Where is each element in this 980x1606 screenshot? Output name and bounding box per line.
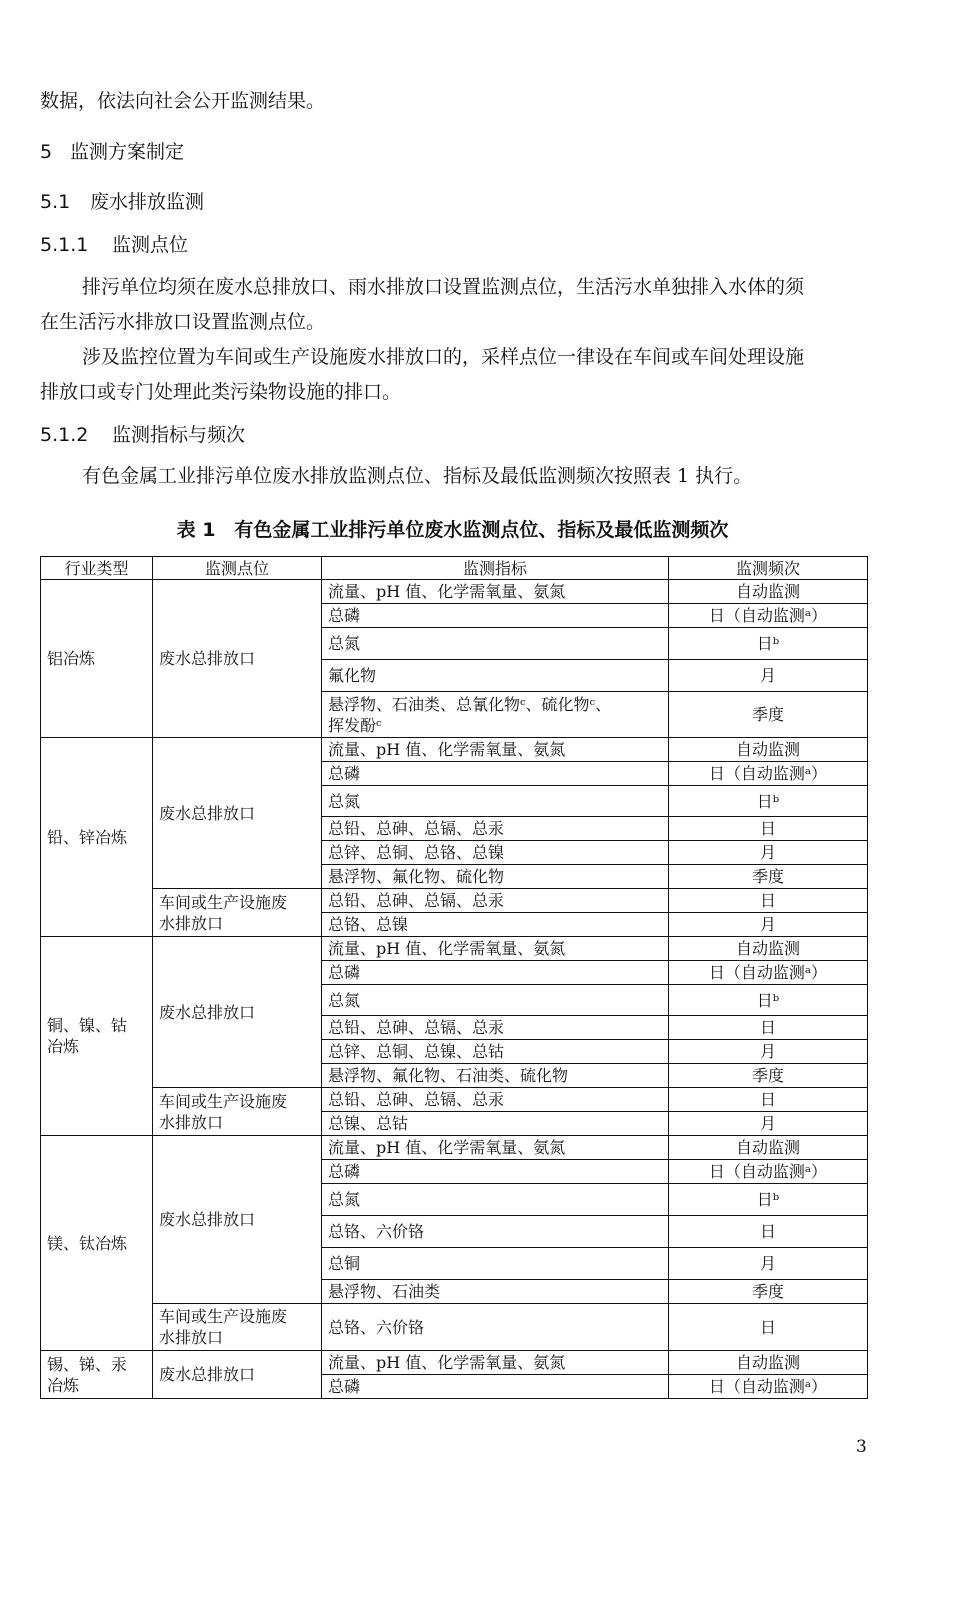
location-cell: 废水总排放口 (153, 1136, 322, 1304)
table-row (41, 1136, 868, 1160)
industry-cell (41, 1351, 153, 1399)
top-text: 数据，依法向社会公开监测结果。 (40, 90, 326, 112)
frequency-cell: 季度 (669, 865, 868, 889)
table-row (41, 738, 868, 762)
metric-cell: 总氮 (322, 985, 669, 1016)
metric-cell: 流量、pH 值、化学需氧量、氨氮 (322, 1136, 669, 1160)
frequency-cell: 日ᵇ (669, 786, 868, 817)
frequency-cell: 月 (669, 1112, 868, 1136)
industry-cell (41, 937, 153, 1136)
frequency-cell: 日 (669, 1016, 868, 1040)
industry-line: 铜、镍、钴 (47, 1016, 128, 1035)
frequency-cell: 自动监测 (669, 580, 868, 604)
location-line: 水排放口 (159, 913, 224, 933)
frequency-cell: 日（自动监测ᵃ） (669, 762, 868, 786)
section-title: 监测点位 (112, 234, 189, 256)
frequency-cell: 日（自动监测ᵃ） (669, 604, 868, 628)
frequency-cell: 月 (669, 660, 868, 692)
frequency-cell: 月 (669, 913, 868, 937)
section-number: 5 (40, 141, 53, 163)
industry-line: 锡、锑、汞 (47, 1354, 128, 1374)
frequency-cell: 日ᵇ (669, 1184, 868, 1216)
paragraph-2-line-1: 涉及监控位置为车间或生产设施废水排放口的，采样点位一律设在车间或车间处理设施 (82, 346, 805, 368)
header-industry: 行业类型 (41, 557, 153, 580)
section-title: 监测指标与频次 (112, 424, 246, 446)
metric-cell: 总铬、总镍 (322, 913, 669, 937)
section-title: 废水排放监测 (90, 191, 205, 213)
frequency-cell: 日 (669, 1088, 868, 1112)
paragraph-1-line-2: 在生活污水排放口设置监测点位。 (40, 311, 326, 333)
table-caption: 表 1 有色金属工业排污单位废水监测点位、指标及最低监测频次 (176, 519, 729, 541)
metric-cell: 总锌、总铜、总铬、总镍 (322, 841, 669, 865)
frequency-cell: 月 (669, 1040, 868, 1064)
frequency-cell: 自动监测 (669, 937, 868, 961)
metric-cell: 氟化物 (322, 660, 669, 692)
metric-cell: 总镍、总钴 (322, 1112, 669, 1136)
industry-cell: 铅、锌冶炼 (41, 738, 153, 937)
section-number: 5.1 (40, 191, 71, 213)
frequency-cell: 季度 (669, 1064, 868, 1088)
paragraph-2-line-2: 排放口或专门处理此类污染物设施的排口。 (40, 381, 402, 403)
metric-cell: 总磷 (322, 1375, 669, 1399)
frequency-cell: 日 (669, 817, 868, 841)
metric-cell: 流量、pH 值、化学需氧量、氨氮 (322, 580, 669, 604)
industry-line: 冶炼 (47, 1375, 80, 1395)
metric-cell: 悬浮物、氟化物、石油类、硫化物 (322, 1064, 669, 1088)
frequency-cell: 月 (669, 841, 868, 865)
monitoring-table (40, 556, 868, 1399)
header-location: 监测点位 (153, 557, 322, 580)
metric-line: 挥发酚ᶜ (328, 715, 382, 735)
section-number: 5.1.1 (40, 234, 89, 256)
frequency-cell: 自动监测 (669, 738, 868, 762)
industry-cell: 镁、钛冶炼 (41, 1136, 153, 1351)
section-title: 监测方案制定 (70, 141, 185, 163)
table-row (41, 580, 868, 604)
frequency-cell: 月 (669, 1248, 868, 1280)
metric-cell (322, 692, 669, 738)
location-line: 车间或生产设施废 (159, 892, 288, 912)
location-line: 水排放口 (159, 1112, 224, 1132)
metric-cell: 总铜 (322, 1248, 669, 1280)
paragraph-1-line-1: 排污单位均须在废水总排放口、雨水排放口设置监测点位，生活污水单独排入水体的须 (82, 276, 805, 298)
metric-cell: 总氮 (322, 628, 669, 660)
table-row (41, 937, 868, 961)
metric-cell: 总磷 (322, 604, 669, 628)
page-number: 3 (856, 1437, 867, 1457)
metric-cell: 流量、pH 值、化学需氧量、氨氮 (322, 937, 669, 961)
paragraph-3: 有色金属工业排污单位废水排放监测点位、指标及最低监测频次按照表 1 执行。 (82, 465, 753, 487)
table-row (41, 1351, 868, 1375)
section-number: 5.1.2 (40, 424, 89, 446)
metric-cell: 总铅、总砷、总镉、总汞 (322, 817, 669, 841)
industry-cell: 铝冶炼 (41, 580, 153, 738)
header-metric: 监测指标 (322, 557, 669, 580)
metric-cell: 悬浮物、氟化物、硫化物 (322, 865, 669, 889)
location-cell: 废水总排放口 (153, 937, 322, 1088)
metric-cell: 总铅、总砷、总镉、总汞 (322, 1016, 669, 1040)
metric-cell: 流量、pH 值、化学需氧量、氨氮 (322, 738, 669, 762)
table-row (41, 1088, 868, 1112)
section-5-1-2-heading (40, 422, 245, 448)
header-frequency: 监测频次 (669, 557, 868, 580)
metric-cell: 总磷 (322, 961, 669, 985)
metric-line: 悬浮物、石油类、总氰化物ᶜ、硫化物ᶜ、 (328, 694, 612, 714)
section-5-1-heading (40, 189, 204, 215)
frequency-cell: 季度 (669, 1280, 868, 1304)
metric-cell: 总氮 (322, 786, 669, 817)
frequency-cell: 日 (669, 889, 868, 913)
frequency-cell: 日 (669, 1304, 868, 1351)
frequency-cell: 日ᵇ (669, 628, 868, 660)
frequency-cell: 日（自动监测ᵃ） (669, 961, 868, 985)
table-row (41, 889, 868, 913)
frequency-cell: 自动监测 (669, 1351, 868, 1375)
metric-cell: 总磷 (322, 762, 669, 786)
frequency-cell: 日ᵇ (669, 985, 868, 1016)
metric-cell: 总氮 (322, 1184, 669, 1216)
metric-cell: 悬浮物、石油类 (322, 1280, 669, 1304)
location-cell: 废水总排放口 (153, 1351, 322, 1399)
location-cell: 废水总排放口 (153, 738, 322, 889)
frequency-cell: 自动监测 (669, 1136, 868, 1160)
table-row (41, 1304, 868, 1351)
metric-cell: 总铬、六价铬 (322, 1216, 669, 1248)
metric-cell: 总磷 (322, 1160, 669, 1184)
frequency-cell: 季度 (669, 692, 868, 738)
location-line: 车间或生产设施废 (159, 1091, 288, 1111)
frequency-cell: 日（自动监测ᵃ） (669, 1375, 868, 1399)
table-header-row (41, 557, 868, 580)
location-line: 水排放口 (159, 1328, 224, 1347)
location-cell (153, 1304, 322, 1351)
location-cell (153, 1088, 322, 1136)
section-5-heading (40, 139, 184, 165)
frequency-cell: 日（自动监测ᵃ） (669, 1160, 868, 1184)
industry-line: 冶炼 (47, 1037, 80, 1056)
metric-cell: 总铅、总砷、总镉、总汞 (322, 1088, 669, 1112)
section-5-1-1-heading (40, 232, 188, 258)
metric-cell: 总铬、六价铬 (322, 1304, 669, 1351)
location-cell (153, 889, 322, 937)
metric-cell: 总锌、总铜、总镍、总钴 (322, 1040, 669, 1064)
metric-cell: 流量、pH 值、化学需氧量、氨氮 (322, 1351, 669, 1375)
metric-cell: 总铅、总砷、总镉、总汞 (322, 889, 669, 913)
location-cell: 废水总排放口 (153, 580, 322, 738)
frequency-cell: 日 (669, 1216, 868, 1248)
location-line: 车间或生产设施废 (159, 1307, 288, 1326)
